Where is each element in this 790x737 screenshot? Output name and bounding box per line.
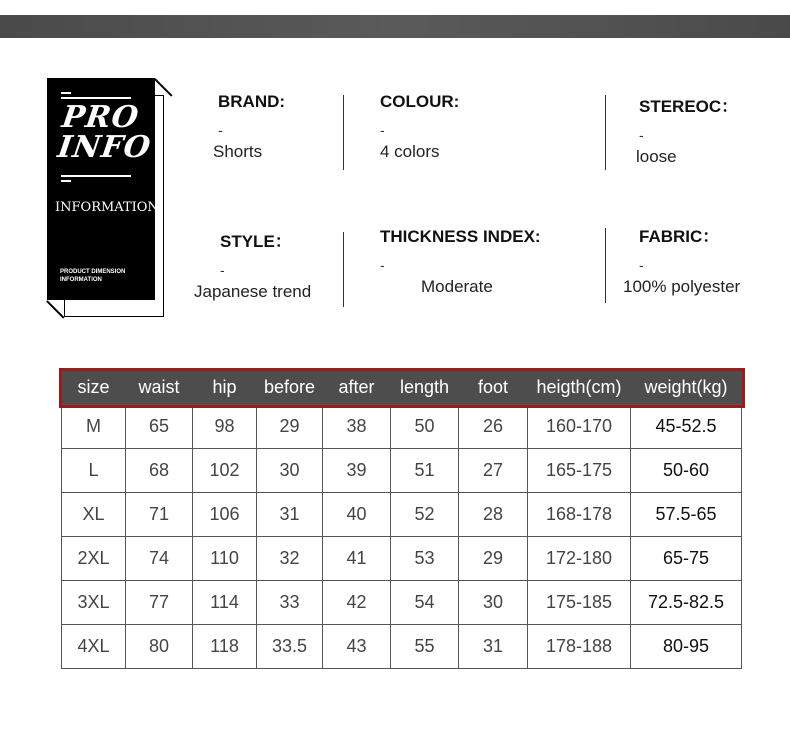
table-cell: 68	[126, 449, 193, 493]
table-cell: 32	[257, 537, 323, 581]
table-cell: 178-188	[528, 625, 631, 669]
table-cell: 168-178	[528, 493, 631, 537]
table-cell: 118	[193, 625, 257, 669]
attr-dash: -	[639, 127, 644, 143]
table-cell: 77	[126, 581, 193, 625]
attr-dash: -	[218, 122, 223, 138]
attr-colour	[380, 92, 459, 162]
attr-style	[194, 227, 312, 302]
column-header: size	[62, 371, 126, 405]
attr-dash: -	[380, 257, 385, 273]
logo-title	[55, 100, 157, 165]
table-cell: 31	[257, 493, 323, 537]
column-header: heigth(cm)	[528, 371, 631, 405]
table-cell: 31	[459, 625, 528, 669]
attr-value: 4 colors	[380, 142, 440, 161]
table-cell: 29	[257, 405, 323, 449]
table-cell: 52	[391, 493, 459, 537]
table-cell: 2XL	[62, 537, 126, 581]
table-cell: 160-170	[528, 405, 631, 449]
logo-line	[61, 97, 131, 99]
divider	[343, 232, 344, 307]
column-header: waist	[126, 371, 193, 405]
table-cell: 29	[459, 537, 528, 581]
table-cell: 175-185	[528, 581, 631, 625]
logo-title-line1: PRO	[59, 100, 142, 135]
table-row	[62, 581, 742, 625]
table-cell: 33	[257, 581, 323, 625]
table-cell: 39	[323, 449, 391, 493]
table-row	[62, 493, 742, 537]
attr-label: STEREOC：	[639, 97, 739, 116]
table-cell: L	[62, 449, 126, 493]
table-cell: 106	[193, 493, 257, 537]
table-cell: 3XL	[62, 581, 126, 625]
table-cell: XL	[62, 493, 126, 537]
column-header: length	[391, 371, 459, 405]
table-cell: 102	[193, 449, 257, 493]
table-cell: 51	[391, 449, 459, 493]
logo-caption-line2: INFORMATION	[60, 277, 102, 283]
table-cell: 55	[391, 625, 459, 669]
table-cell: 74	[126, 537, 193, 581]
attr-label: STYLE：	[220, 232, 292, 251]
table-cell: 110	[193, 537, 257, 581]
table-cell: M	[62, 405, 126, 449]
logo-edge	[46, 300, 64, 318]
attr-label: COLOUR:	[380, 92, 460, 111]
table-cell: 30	[459, 581, 528, 625]
attr-dash: -	[220, 262, 225, 278]
column-header: weight(kg)	[631, 371, 742, 405]
table-cell: 80	[126, 625, 193, 669]
divider	[605, 228, 606, 303]
table-cell: 172-180	[528, 537, 631, 581]
table-row	[62, 625, 742, 669]
attr-stereoc	[636, 92, 739, 167]
attr-dash: -	[639, 257, 644, 273]
attr-thickness	[380, 227, 541, 297]
top-banner-bar	[0, 15, 790, 38]
table-cell: 41	[323, 537, 391, 581]
attr-label: BRAND:	[218, 92, 286, 111]
attr-label: FABRIC：	[639, 227, 720, 246]
table-cell: 50	[391, 405, 459, 449]
table-cell: 80-95	[631, 625, 742, 669]
attr-value: Shorts	[213, 142, 263, 161]
attr-value: Moderate	[421, 277, 493, 296]
attr-value: loose	[636, 147, 677, 166]
table-cell: 33.5	[257, 625, 323, 669]
column-header: foot	[459, 371, 528, 405]
table-cell: 165-175	[528, 449, 631, 493]
logo-title-line2: INFO	[55, 130, 154, 165]
table-cell: 50-60	[631, 449, 742, 493]
table-cell: 54	[391, 581, 459, 625]
table-cell: 65	[126, 405, 193, 449]
logo-subtitle: INFORMATION	[55, 200, 159, 215]
column-header: hip	[193, 371, 257, 405]
logo-line	[61, 175, 131, 177]
logo-caption-line1: PRODUCT DIMENSION	[60, 269, 126, 275]
table-cell: 98	[193, 405, 257, 449]
attr-value: 100% polyester	[623, 277, 741, 296]
table-cell: 26	[459, 405, 528, 449]
table-cell: 45-52.5	[631, 405, 742, 449]
table-cell: 4XL	[62, 625, 126, 669]
table-cell: 40	[323, 493, 391, 537]
table-cell: 38	[323, 405, 391, 449]
logo-line	[61, 180, 71, 182]
column-header: after	[323, 371, 391, 405]
table-cell: 27	[459, 449, 528, 493]
table-header-row	[62, 371, 742, 405]
logo-line	[61, 92, 71, 94]
table-cell: 53	[391, 537, 459, 581]
attr-brand	[213, 92, 286, 162]
table-cell: 43	[323, 625, 391, 669]
divider	[605, 95, 606, 170]
table-cell: 57.5-65	[631, 493, 742, 537]
table-row	[62, 405, 742, 449]
table-cell: 30	[257, 449, 323, 493]
table-cell: 28	[459, 493, 528, 537]
attr-value: Japanese trend	[194, 282, 312, 301]
attr-label: THICKNESS INDEX:	[380, 227, 541, 246]
logo-edge	[154, 78, 172, 96]
size-chart-table	[61, 371, 742, 669]
attr-dash: -	[380, 122, 385, 138]
attr-fabric	[623, 222, 741, 297]
table-cell: 72.5-82.5	[631, 581, 742, 625]
column-header: before	[257, 371, 323, 405]
table-cell: 114	[193, 581, 257, 625]
table-cell: 42	[323, 581, 391, 625]
table-cell: 71	[126, 493, 193, 537]
divider	[343, 95, 344, 170]
table-row	[62, 537, 742, 581]
logo-caption	[60, 268, 125, 284]
table-row	[62, 449, 742, 493]
table-cell: 65-75	[631, 537, 742, 581]
